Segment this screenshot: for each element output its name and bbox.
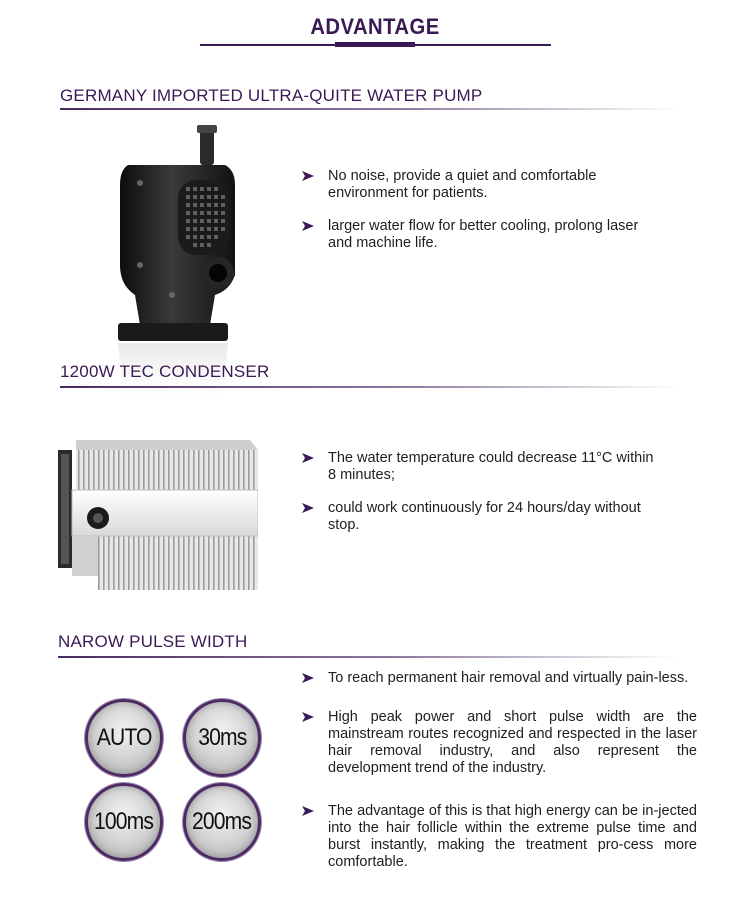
section-heading-water-pump: GERMANY IMPORTED ULTRA-QUITE WATER PUMP [60, 86, 483, 105]
bullet-list-tec-condenser [300, 450, 660, 550]
title-underline-accent [335, 42, 415, 47]
page-title: ADVANTAGE [310, 14, 440, 39]
bullet-text: could work continuously for 24 hours/day without stop. [328, 500, 641, 533]
bullet-text: High peak power and short pulse width are the mainstream routes recognized and respected in the laser hair removal industry, and also represent the development trend of the industry. [328, 709, 697, 776]
tec-condenser-image [58, 440, 258, 595]
arrow-bullet-icon [302, 502, 314, 514]
bullet-text: larger water flow for better cooling, prolong laser and machine life. [328, 218, 639, 251]
section-heading-pulse-width: NAROW PULSE WIDTH [58, 632, 248, 651]
list-item [300, 670, 697, 687]
bullet-text: The water temperature could decrease 11°C within 8 minutes; [328, 450, 654, 483]
arrow-bullet-icon [302, 170, 314, 182]
pulse-badge-100ms: 100ms [85, 783, 163, 861]
bullet-list-water-pump [300, 168, 660, 268]
pulse-badge-30ms: 30ms [183, 699, 261, 777]
pulse-badge-auto: AUTO [85, 699, 163, 777]
list-item [300, 709, 697, 777]
bullet-text: The advantage of this is that high energy can be in-jected into the hair follicle within the extreme pulse time and burst instantly, making the treatment pro-cess more comfortable. [328, 803, 697, 870]
bullet-text: To reach permanent hair removal and virtually pain-less. [328, 670, 689, 686]
arrow-bullet-icon [302, 672, 314, 684]
arrow-bullet-icon [302, 220, 314, 232]
arrow-bullet-icon [302, 452, 314, 464]
section-heading-tec-condenser: 1200W TEC CONDENSER [60, 362, 270, 381]
section-divider [58, 656, 678, 658]
arrow-bullet-icon [302, 805, 314, 817]
pulse-badge-200ms: 200ms [183, 783, 261, 861]
bullet-list-pulse-width [300, 670, 697, 887]
section-divider [60, 108, 680, 110]
list-item [300, 168, 660, 202]
section-divider [60, 386, 680, 388]
list-item [300, 450, 660, 484]
list-item [300, 803, 697, 871]
arrow-bullet-icon [302, 711, 314, 723]
list-item [300, 218, 660, 252]
list-item [300, 500, 660, 534]
bullet-text: No noise, provide a quiet and comfortable environment for patients. [328, 168, 597, 201]
